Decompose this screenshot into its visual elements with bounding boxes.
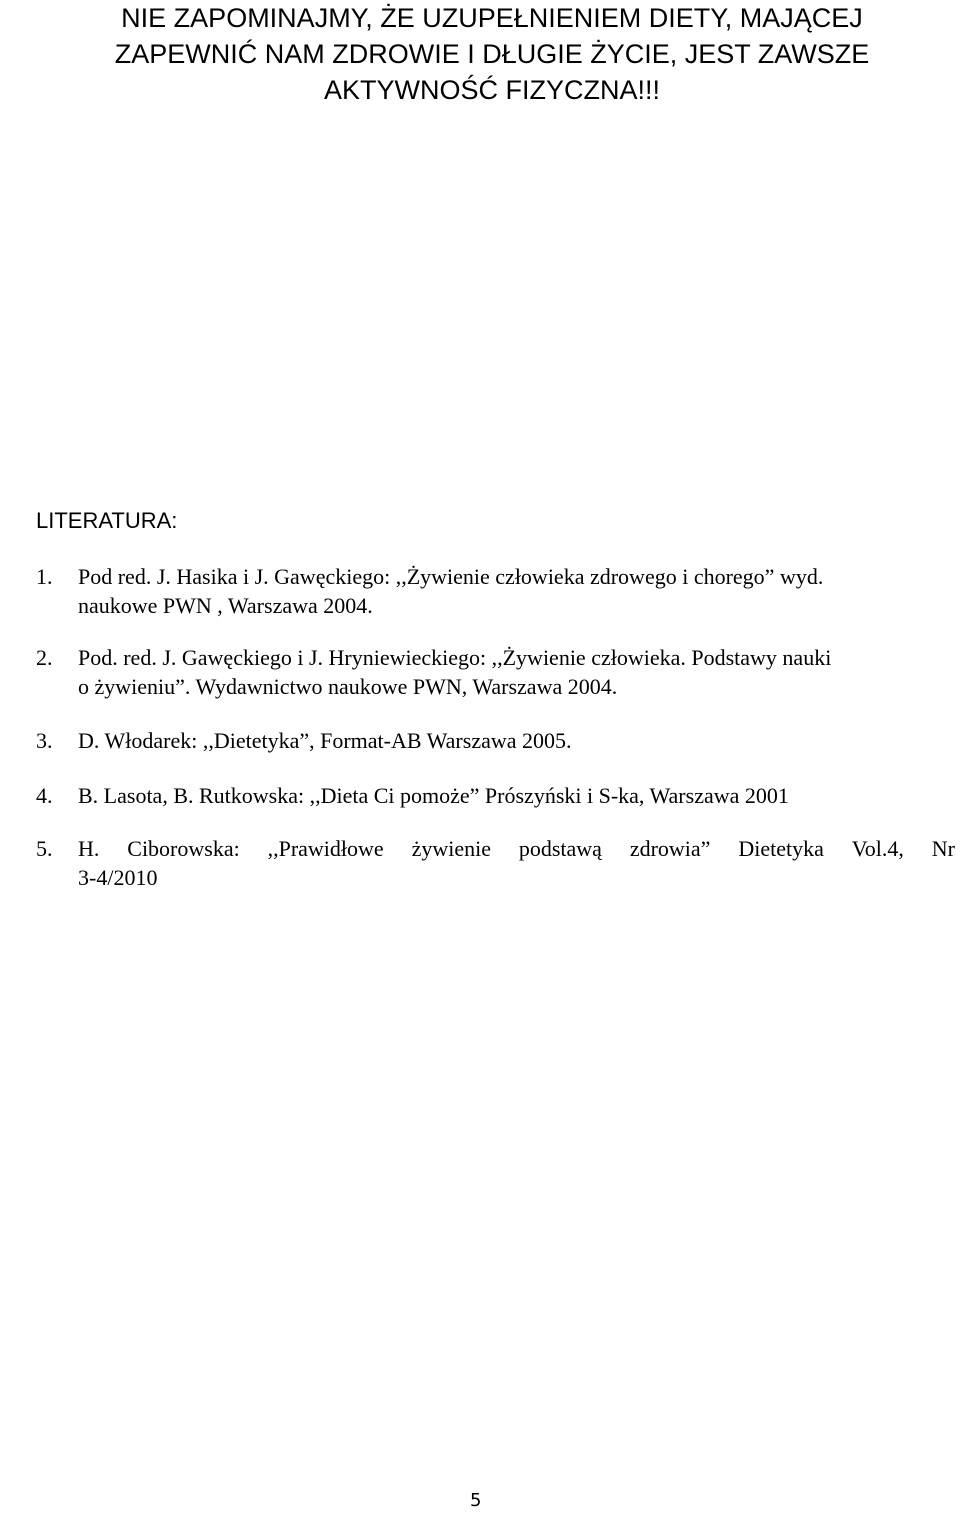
reference-text: Pod red. J. Hasika i J. Gawęckiego: ,,Żywienie człowieka zdrowego i chorego” wyd. xyxy=(78,564,824,589)
reference-word: Vol.4, xyxy=(851,836,904,861)
reference-word: H. xyxy=(78,836,100,861)
heading-line: NIE ZAPOMINAJMY, ŻE UZUPEŁNIENIEM DIETY, MAJĄCEJ xyxy=(121,3,863,33)
heading-line: AKTYWNOŚĆ FIZYCZNA!!! xyxy=(323,75,660,105)
reference-word: ,,Prawidłowe xyxy=(267,836,384,861)
reference-number: 5. xyxy=(36,836,53,861)
reference-item xyxy=(36,643,831,701)
reference-text: Pod. red. J. Gawęckiego i J. Hryniewieckiego: ,,Żywienie człowieka. Podstawy nauki xyxy=(78,645,832,670)
reference-text xyxy=(78,834,955,863)
reference-text: 3-4/2010 xyxy=(78,865,158,890)
heading-line: ZAPEWNIĆ NAM ZDROWIE I DŁUGIE ŻYCIE, JEST ZAWSZE xyxy=(114,39,870,69)
reference-item xyxy=(36,562,823,620)
reference-text: D. Włodarek: ,,Dietetyka”, Format-AB Warszawa 2005. xyxy=(78,728,572,753)
reference-text: B. Lasota, B. Rutkowska: ,,Dieta Ci pomoże” Prószyński i S-ka, Warszawa 2001 xyxy=(78,783,789,808)
reference-word: zdrowia” xyxy=(629,836,711,861)
reference-number: 2. xyxy=(36,645,53,670)
reference-text: o żywieniu”. Wydawnictwo naukowe PWN, Warszawa 2004. xyxy=(78,674,618,699)
reference-word: Ciborowska: xyxy=(127,836,240,861)
page-heading xyxy=(52,0,932,108)
reference-item xyxy=(36,834,955,892)
literature-title: LITERATURA: xyxy=(36,508,178,533)
reference-word: podstawą xyxy=(518,836,602,861)
reference-word: żywienie xyxy=(411,836,491,861)
reference-number: 4. xyxy=(36,783,53,808)
reference-number: 1. xyxy=(36,564,53,589)
page-number: 5 xyxy=(470,1490,482,1511)
reference-item xyxy=(36,781,789,810)
reference-number: 3. xyxy=(36,728,53,753)
reference-word: Nr xyxy=(931,836,955,861)
reference-word: Dietetyka xyxy=(738,836,824,861)
reference-item xyxy=(36,726,572,755)
reference-text: naukowe PWN , Warszawa 2004. xyxy=(78,593,373,618)
